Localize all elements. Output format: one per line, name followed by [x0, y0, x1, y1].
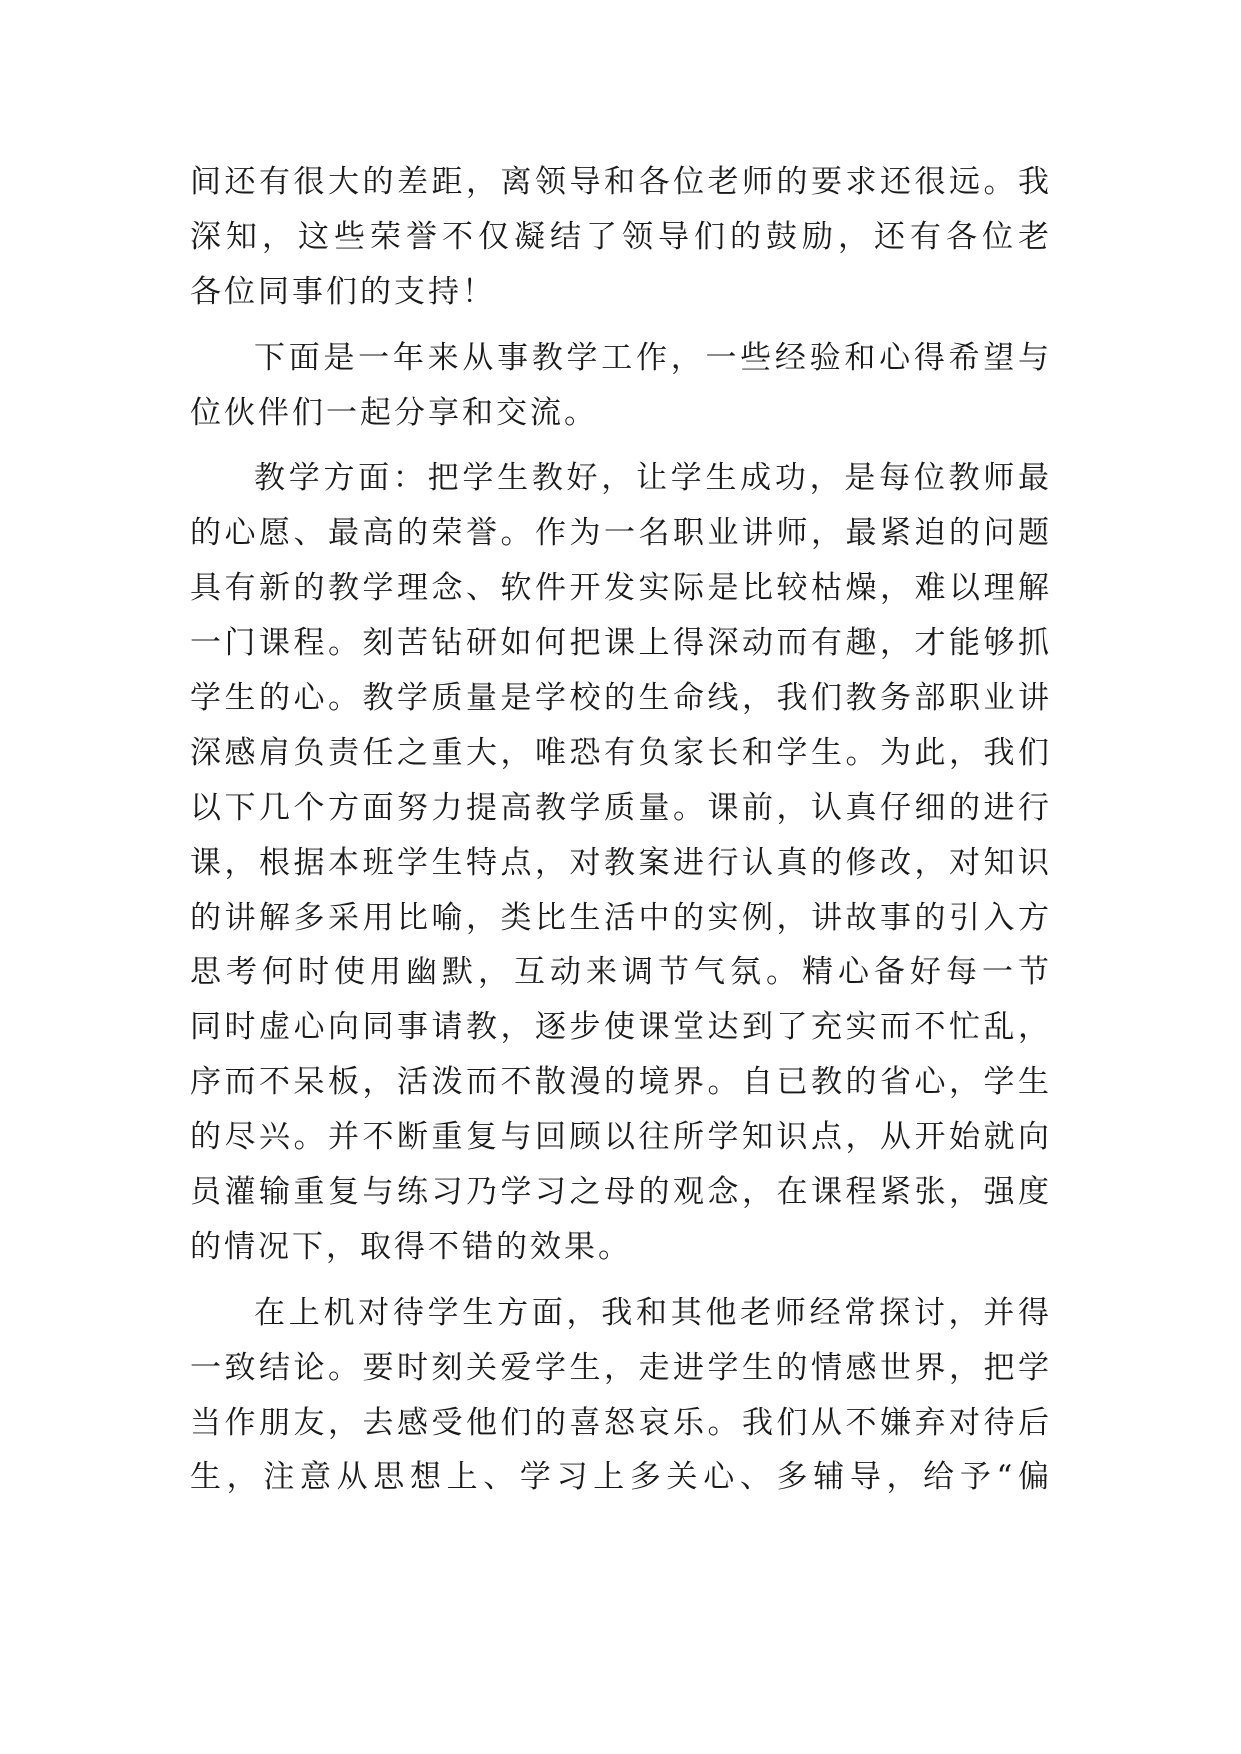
text-line: 的心愿、最高的荣誉。作为一名职业讲师，最紧迫的问题	[190, 515, 1052, 552]
text-line: 的讲解多采用比喻，类比生活中的实例，讲故事的引入方	[190, 899, 1052, 936]
text-line: 同时虚心向同事请教，逐步使课堂达到了充实而不忙乱，	[190, 1009, 1052, 1046]
text-line: 深感肩负责任之重大，唯恐有负家长和学生。为此，我们	[190, 734, 1052, 771]
text-line: 课，根据本班学生特点，对教案进行认真的修改，对知识	[190, 844, 1052, 881]
text-line: 具有新的教学理念、软件开发实际是比较枯燥，难以理解	[190, 570, 1052, 607]
document-body	[190, 155, 1052, 1505]
text-line: 学生的心。教学质量是学校的生命线，我们教务部职业讲	[190, 680, 1052, 717]
text-line: 员灌输重复与练习乃学习之母的观念，在课程紧张，强度	[190, 1174, 1052, 1211]
text-line: 各位同事们的支持！	[190, 273, 496, 310]
text-line: 当作朋友，去感受他们的喜怒哀乐。我们从不嫌弃对待后	[190, 1404, 1052, 1441]
text-line: 深知，这些荣誉不仅凝结了领导们的鼓励，还有各位老	[190, 218, 1052, 255]
paragraph-3	[190, 451, 1052, 1274]
text-line: 一致结论。要时刻关爱学生，走进学生的情感世界，把学	[190, 1349, 1052, 1386]
text-line: 在上机对待学生方面，我和其他老师经常探讨，并得	[254, 1294, 1052, 1331]
text-line: 位伙伴们一起分享和交流。	[190, 394, 598, 431]
paragraph-1	[190, 155, 1052, 320]
text-line: 生，注意从思想上、学习上多关心、多辅导，给予“偏	[190, 1459, 1052, 1496]
paragraph-2	[190, 331, 1052, 441]
text-line: 序而不呆板，活泼而不散漫的境界。自已教的省心，学生	[190, 1064, 1052, 1101]
text-line: 以下几个方面努力提高教学质量。课前，认真仔细的进行	[190, 789, 1052, 826]
paragraph-4	[190, 1286, 1052, 1506]
text-line: 的情况下，取得不错的效果。	[190, 1228, 632, 1265]
text-line: 思考何时使用幽默，互动来调节气氛。精心备好每一节	[190, 954, 1052, 991]
text-line: 间还有很大的差距，离领导和各位老师的要求还很远。我	[190, 164, 1052, 200]
text-line: 下面是一年来从事教学工作，一些经验和心得希望与	[254, 339, 1052, 376]
text-line: 教学方面：把学生教好，让学生成功，是每位教师最	[254, 460, 1052, 497]
text-line: 的尽兴。并不断重复与回顾以往所学知识点，从开始就向	[190, 1119, 1052, 1156]
text-line: 一门课程。刻苦钻研如何把课上得深动而有趣，才能够抓	[190, 625, 1052, 662]
